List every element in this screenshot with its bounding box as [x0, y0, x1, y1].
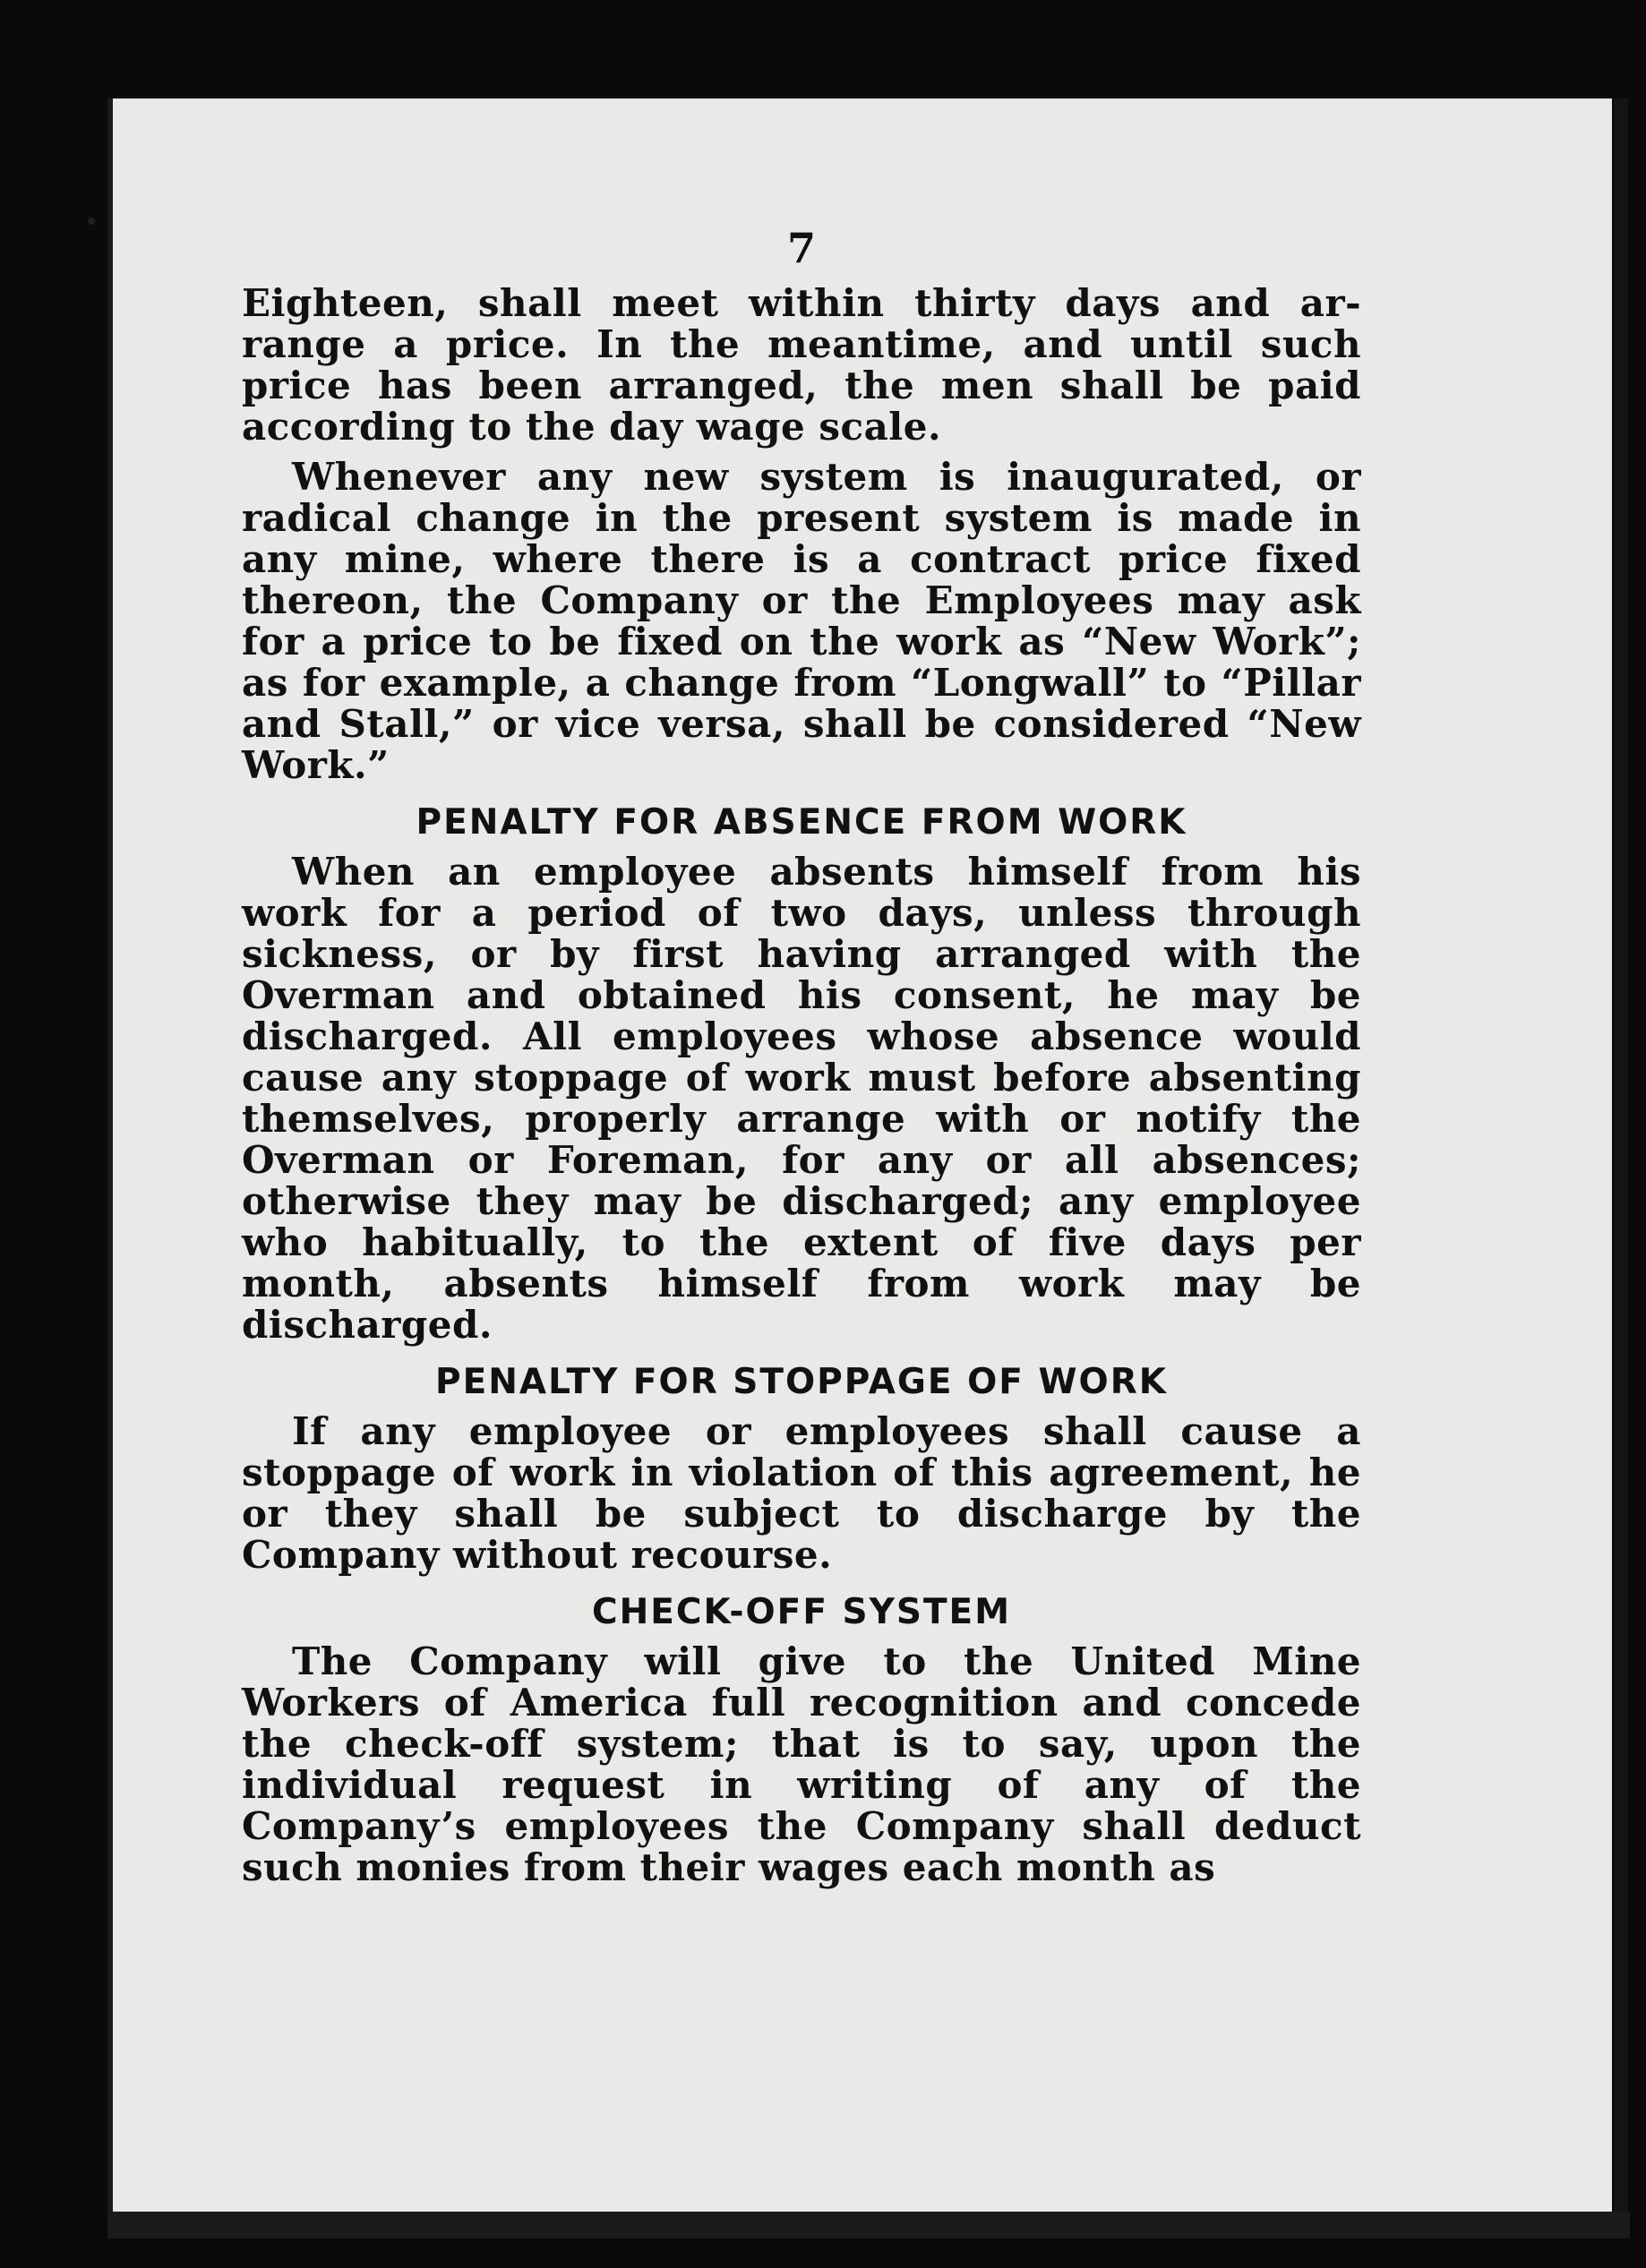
page-bottom-edge	[107, 2212, 1630, 2238]
spine-mark	[88, 218, 95, 225]
page-number: 7	[786, 224, 816, 272]
section-text-absence: When an employee absents himself from his work for a period of two days, unless through sickness, or by first having arranged with the Overman and obtained his consent, he may be discharged. All employees whose absence would cause any stoppage of work must before absenting themselves, properly arrange with or notify the Overman or Foreman, for any or all absences; otherwise they may be discharged; any employee who habitually, to the extent of five days per month, absents himself from work may be discharged.	[242, 850, 1361, 1347]
paragraph-continuation: Eighteen, shall meet within thirty days and ar-range a price. In the meantime, and until such price has been arranged, the men shall be paid according to the day wage scale.	[242, 281, 1361, 449]
section-text-check-off: The Company will give to the United Mine Workers of America full recognition and concede the check-off system; that is to say, upon the individual request in writing of any of the Company’s employees the Company shall deduct such monies from their wages each month as	[242, 1639, 1361, 1889]
page-content	[242, 224, 1361, 1897]
section-heading-check-off: CHECK-OFF SYSTEM	[591, 1592, 1012, 1632]
page-edge	[1614, 98, 1628, 2229]
section-text-stoppage: If any employee or employees shall cause a stoppage of work in violation of this agreement, he or they shall be subject to discharge by the Company without recourse.	[242, 1409, 1361, 1577]
section-heading-stoppage: PENALTY FOR STOPPAGE OF WORK	[435, 1362, 1168, 1402]
section-heading-absence: PENALTY FOR ABSENCE FROM WORK	[416, 802, 1187, 843]
paragraph-new-work: Whenever any new system is inaugurated, or radical change in the present system is made in any mine, where there is a contract price fixed thereon, the Company or the Employees may ask for a price to be fixed on the work as “New Work”; as for example, a change from “Longwall” to “Pillar and Stall,” or vice versa, shall be considered “New Work.”	[242, 455, 1361, 787]
